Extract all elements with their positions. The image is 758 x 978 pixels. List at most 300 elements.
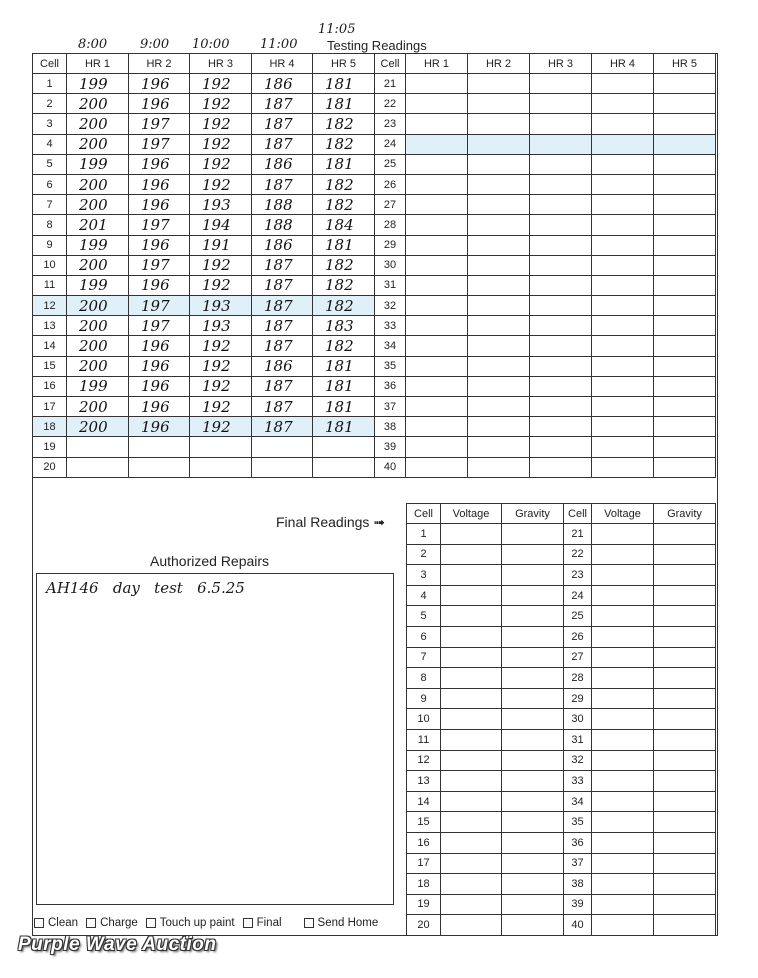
reading-cell[interactable] (592, 235, 654, 255)
reading-cell[interactable] (406, 316, 468, 336)
final-value-cell[interactable] (441, 729, 502, 750)
reading-cell[interactable] (406, 174, 468, 194)
reading-cell[interactable] (592, 316, 654, 336)
final-value-cell[interactable] (654, 709, 716, 730)
reading-cell[interactable]: 187 (252, 397, 313, 417)
reading-cell[interactable] (406, 437, 468, 457)
final-value-cell[interactable] (502, 524, 564, 545)
reading-cell[interactable] (530, 255, 592, 275)
reading-cell[interactable] (654, 255, 716, 275)
reading-cell[interactable]: 192 (190, 174, 252, 194)
reading-cell[interactable] (592, 94, 654, 114)
reading-cell[interactable]: 196 (129, 376, 190, 396)
reading-cell[interactable] (654, 134, 716, 154)
reading-cell[interactable] (654, 114, 716, 134)
reading-cell[interactable] (252, 457, 313, 477)
reading-cell[interactable] (654, 275, 716, 295)
reading-cell[interactable] (530, 174, 592, 194)
final-value-cell[interactable] (654, 771, 716, 792)
reading-cell[interactable]: 196 (129, 195, 190, 215)
reading-cell[interactable]: 182 (313, 336, 375, 356)
reading-cell[interactable] (67, 457, 129, 477)
reading-cell[interactable]: 181 (313, 376, 375, 396)
reading-cell[interactable]: 193 (190, 195, 252, 215)
reading-cell[interactable]: 181 (313, 356, 375, 376)
final-value-cell[interactable] (441, 853, 502, 874)
reading-cell[interactable]: 181 (313, 235, 375, 255)
reading-cell[interactable] (530, 397, 592, 417)
reading-cell[interactable]: 186 (252, 235, 313, 255)
final-value-cell[interactable] (592, 647, 654, 668)
reading-cell[interactable] (313, 457, 375, 477)
final-value-cell[interactable] (592, 729, 654, 750)
reading-cell[interactable] (406, 94, 468, 114)
reading-cell[interactable]: 196 (129, 154, 190, 174)
reading-cell[interactable] (654, 336, 716, 356)
final-value-cell[interactable] (502, 668, 564, 689)
reading-cell[interactable]: 196 (129, 174, 190, 194)
reading-cell[interactable]: 194 (190, 215, 252, 235)
reading-cell[interactable] (468, 437, 530, 457)
final-value-cell[interactable] (592, 544, 654, 565)
reading-cell[interactable] (654, 215, 716, 235)
reading-cell[interactable] (592, 356, 654, 376)
final-value-cell[interactable] (592, 750, 654, 771)
checkbox-square-icon[interactable] (86, 918, 96, 928)
reading-cell[interactable] (592, 376, 654, 396)
reading-cell[interactable] (406, 296, 468, 316)
reading-cell[interactable] (468, 174, 530, 194)
reading-cell[interactable] (468, 195, 530, 215)
reading-cell[interactable] (468, 154, 530, 174)
final-value-cell[interactable] (654, 544, 716, 565)
reading-cell[interactable] (406, 275, 468, 295)
reading-cell[interactable] (406, 255, 468, 275)
final-value-cell[interactable] (592, 524, 654, 545)
reading-cell[interactable]: 187 (252, 114, 313, 134)
final-value-cell[interactable] (502, 647, 564, 668)
final-value-cell[interactable] (592, 832, 654, 853)
final-value-cell[interactable] (441, 894, 502, 915)
reading-cell[interactable] (468, 275, 530, 295)
reading-cell[interactable]: 182 (313, 255, 375, 275)
reading-cell[interactable]: 187 (252, 316, 313, 336)
reading-cell[interactable]: 197 (129, 296, 190, 316)
final-value-cell[interactable] (502, 544, 564, 565)
reading-cell[interactable]: 192 (190, 94, 252, 114)
reading-cell[interactable] (468, 397, 530, 417)
reading-cell[interactable] (406, 376, 468, 396)
reading-cell[interactable]: 200 (67, 255, 129, 275)
reading-cell[interactable] (67, 437, 129, 457)
reading-cell[interactable]: 186 (252, 356, 313, 376)
reading-cell[interactable]: 187 (252, 376, 313, 396)
reading-cell[interactable] (530, 134, 592, 154)
checkbox-send-home[interactable] (304, 917, 379, 929)
reading-cell[interactable] (129, 437, 190, 457)
reading-cell[interactable]: 196 (129, 356, 190, 376)
reading-cell[interactable]: 192 (190, 74, 252, 94)
reading-cell[interactable] (530, 114, 592, 134)
final-value-cell[interactable] (654, 812, 716, 833)
final-value-cell[interactable] (441, 709, 502, 730)
reading-cell[interactable]: 187 (252, 336, 313, 356)
final-value-cell[interactable] (502, 853, 564, 874)
reading-cell[interactable] (654, 174, 716, 194)
final-value-cell[interactable] (441, 585, 502, 606)
final-value-cell[interactable] (592, 894, 654, 915)
reading-cell[interactable]: 200 (67, 296, 129, 316)
reading-cell[interactable] (468, 235, 530, 255)
reading-cell[interactable]: 188 (252, 195, 313, 215)
reading-cell[interactable]: 186 (252, 154, 313, 174)
reading-cell[interactable] (406, 114, 468, 134)
reading-cell[interactable]: 200 (67, 397, 129, 417)
final-value-cell[interactable] (654, 524, 716, 545)
reading-cell[interactable] (530, 74, 592, 94)
reading-cell[interactable] (468, 417, 530, 437)
reading-cell[interactable] (468, 255, 530, 275)
reading-cell[interactable]: 196 (129, 235, 190, 255)
reading-cell[interactable]: 181 (313, 417, 375, 437)
final-value-cell[interactable] (654, 688, 716, 709)
reading-cell[interactable]: 182 (313, 174, 375, 194)
reading-cell[interactable] (468, 134, 530, 154)
reading-cell[interactable] (592, 437, 654, 457)
reading-cell[interactable] (530, 215, 592, 235)
final-cell-number: 36 (564, 832, 592, 853)
reading-cell[interactable] (592, 195, 654, 215)
reading-cell[interactable] (530, 195, 592, 215)
final-value-cell[interactable] (502, 915, 564, 936)
checkbox-final[interactable] (243, 917, 282, 929)
reading-cell[interactable] (406, 74, 468, 94)
final-value-cell[interactable] (441, 812, 502, 833)
final-value-cell[interactable] (654, 915, 716, 936)
final-value-cell[interactable] (654, 729, 716, 750)
reading-cell[interactable]: 192 (190, 356, 252, 376)
checkbox-touch-up-paint[interactable] (146, 917, 235, 929)
reading-cell[interactable]: 181 (313, 154, 375, 174)
reading-cell[interactable]: 199 (67, 376, 129, 396)
reading-cell[interactable] (530, 417, 592, 437)
reading-cell[interactable] (468, 215, 530, 235)
reading-cell[interactable] (406, 397, 468, 417)
reading-cell[interactable]: 196 (129, 74, 190, 94)
reading-cell[interactable] (406, 215, 468, 235)
reading-cell[interactable] (406, 235, 468, 255)
reading-cell[interactable] (592, 174, 654, 194)
reading-cell[interactable] (468, 376, 530, 396)
final-value-cell[interactable] (441, 626, 502, 647)
final-value-cell[interactable] (441, 750, 502, 771)
final-value-cell[interactable] (502, 750, 564, 771)
final-value-cell[interactable] (592, 668, 654, 689)
reading-cell[interactable]: 197 (129, 316, 190, 336)
reading-cell[interactable]: 192 (190, 397, 252, 417)
reading-cell[interactable] (530, 235, 592, 255)
reading-cell[interactable] (592, 397, 654, 417)
reading-cell[interactable] (406, 134, 468, 154)
final-value-cell[interactable] (654, 606, 716, 627)
reading-cell[interactable]: 197 (129, 114, 190, 134)
final-value-cell[interactable] (441, 565, 502, 586)
final-value-cell[interactable] (592, 585, 654, 606)
final-value-cell[interactable] (592, 853, 654, 874)
reading-cell[interactable]: 196 (129, 397, 190, 417)
reading-cell[interactable]: 187 (252, 255, 313, 275)
reading-cell[interactable] (654, 356, 716, 376)
reading-cell[interactable] (592, 134, 654, 154)
reading-cell[interactable] (654, 417, 716, 437)
testing-col-header: HR 5 (313, 54, 375, 74)
reading-cell[interactable] (654, 457, 716, 477)
reading-cell[interactable]: 200 (67, 417, 129, 437)
reading-cell[interactable]: 197 (129, 255, 190, 275)
final-value-cell[interactable] (592, 812, 654, 833)
final-value-cell[interactable] (502, 771, 564, 792)
reading-cell[interactable] (592, 457, 654, 477)
final-row (407, 647, 716, 668)
reading-cell[interactable] (530, 376, 592, 396)
final-value-cell[interactable] (592, 791, 654, 812)
reading-cell[interactable]: 181 (313, 74, 375, 94)
reading-cell[interactable]: 199 (67, 74, 129, 94)
final-value-cell[interactable] (654, 668, 716, 689)
reading-cell[interactable] (592, 275, 654, 295)
final-value-cell[interactable] (654, 853, 716, 874)
final-row (407, 565, 716, 586)
reading-cell[interactable] (654, 154, 716, 174)
reading-cell[interactable]: 192 (190, 134, 252, 154)
reading-cell[interactable]: 201 (67, 215, 129, 235)
reading-cell[interactable] (654, 195, 716, 215)
reading-cell[interactable]: 182 (313, 275, 375, 295)
reading-cell[interactable] (406, 356, 468, 376)
final-value-cell[interactable] (654, 750, 716, 771)
final-value-cell[interactable] (592, 709, 654, 730)
final-value-cell[interactable] (654, 874, 716, 895)
reading-cell[interactable]: 183 (313, 316, 375, 336)
reading-cell[interactable]: 192 (190, 154, 252, 174)
reading-cell[interactable] (190, 457, 252, 477)
reading-cell[interactable] (592, 114, 654, 134)
reading-cell[interactable] (468, 316, 530, 336)
final-value-cell[interactable] (592, 688, 654, 709)
reading-cell[interactable] (592, 296, 654, 316)
final-value-cell[interactable] (654, 585, 716, 606)
reading-cell[interactable]: 184 (313, 215, 375, 235)
final-value-cell[interactable] (654, 791, 716, 812)
final-value-cell[interactable] (502, 874, 564, 895)
final-value-cell[interactable] (592, 874, 654, 895)
reading-cell[interactable] (468, 74, 530, 94)
reading-cell[interactable]: 187 (252, 296, 313, 316)
reading-cell[interactable] (654, 74, 716, 94)
final-value-cell[interactable] (502, 606, 564, 627)
reading-cell[interactable]: 192 (190, 417, 252, 437)
final-value-cell[interactable] (654, 894, 716, 915)
reading-cell[interactable] (252, 437, 313, 457)
reading-cell[interactable] (592, 255, 654, 275)
final-value-cell[interactable] (592, 626, 654, 647)
final-value-cell[interactable] (592, 565, 654, 586)
checkbox-clean[interactable] (34, 917, 78, 929)
reading-cell[interactable] (592, 336, 654, 356)
reading-cell[interactable] (468, 114, 530, 134)
reading-cell[interactable]: 181 (313, 94, 375, 114)
testing-col-header: HR 4 (252, 54, 313, 74)
reading-cell[interactable] (190, 437, 252, 457)
final-value-cell[interactable] (592, 771, 654, 792)
reading-cell[interactable]: 200 (67, 114, 129, 134)
reading-cell[interactable] (530, 316, 592, 336)
reading-cell[interactable]: 199 (67, 154, 129, 174)
reading-cell[interactable]: 197 (129, 215, 190, 235)
final-value-cell[interactable] (441, 524, 502, 545)
reading-cell[interactable] (654, 437, 716, 457)
reading-cell[interactable] (468, 296, 530, 316)
reading-cell[interactable] (468, 336, 530, 356)
reading-cell[interactable]: 187 (252, 134, 313, 154)
reading-cell[interactable] (530, 437, 592, 457)
reading-cell[interactable]: 191 (190, 235, 252, 255)
reading-cell[interactable]: 192 (190, 255, 252, 275)
reading-cell[interactable] (654, 296, 716, 316)
reading-cell[interactable] (654, 316, 716, 336)
reading-cell[interactable] (654, 376, 716, 396)
reading-cell[interactable] (530, 154, 592, 174)
reading-cell[interactable]: 200 (67, 316, 129, 336)
cell-number: 13 (33, 316, 67, 336)
final-value-cell[interactable] (441, 771, 502, 792)
reading-cell[interactable] (468, 356, 530, 376)
final-cell-number: 12 (407, 750, 441, 771)
reading-cell[interactable]: 187 (252, 174, 313, 194)
reading-cell[interactable]: 187 (252, 417, 313, 437)
reading-cell[interactable] (406, 417, 468, 437)
final-value-cell[interactable] (654, 565, 716, 586)
reading-cell[interactable]: 188 (252, 215, 313, 235)
reading-cell[interactable]: 196 (129, 417, 190, 437)
reading-cell[interactable] (654, 94, 716, 114)
reading-cell[interactable] (129, 457, 190, 477)
reading-cell[interactable] (530, 356, 592, 376)
reading-cell[interactable]: 200 (67, 174, 129, 194)
final-value-cell[interactable] (441, 668, 502, 689)
reading-cell[interactable] (468, 94, 530, 114)
reading-cell[interactable] (468, 457, 530, 477)
final-value-cell[interactable] (654, 626, 716, 647)
reading-cell[interactable] (406, 336, 468, 356)
final-value-cell[interactable] (502, 585, 564, 606)
final-cell-number: 30 (564, 709, 592, 730)
final-value-cell[interactable] (441, 688, 502, 709)
final-value-cell[interactable] (441, 915, 502, 936)
repairs-notes-box[interactable] (36, 573, 394, 905)
final-value-cell[interactable] (502, 626, 564, 647)
reading-cell[interactable] (406, 154, 468, 174)
reading-cell[interactable] (592, 417, 654, 437)
final-value-cell[interactable] (502, 688, 564, 709)
final-value-cell[interactable] (441, 832, 502, 853)
final-value-cell[interactable] (441, 544, 502, 565)
reading-cell[interactable]: 181 (313, 397, 375, 417)
reading-cell[interactable]: 193 (190, 296, 252, 316)
final-value-cell[interactable] (592, 915, 654, 936)
reading-cell[interactable] (592, 74, 654, 94)
reading-cell[interactable]: 182 (313, 134, 375, 154)
reading-cell[interactable]: 182 (313, 195, 375, 215)
final-value-cell[interactable] (502, 894, 564, 915)
reading-cell[interactable]: 182 (313, 296, 375, 316)
reading-cell[interactable]: 192 (190, 376, 252, 396)
reading-cell[interactable] (530, 336, 592, 356)
reading-cell[interactable] (592, 215, 654, 235)
reading-cell[interactable] (654, 397, 716, 417)
checkbox-square-icon[interactable] (304, 918, 314, 928)
final-value-cell[interactable] (502, 565, 564, 586)
final-value-cell[interactable] (502, 812, 564, 833)
final-value-cell[interactable] (502, 791, 564, 812)
reading-cell[interactable] (530, 94, 592, 114)
reading-cell[interactable]: 187 (252, 94, 313, 114)
reading-cell[interactable] (592, 154, 654, 174)
reading-cell[interactable]: 182 (313, 114, 375, 134)
checkbox-square-icon[interactable] (146, 918, 156, 928)
checkbox-square-icon[interactable] (34, 918, 44, 928)
final-value-cell[interactable] (441, 874, 502, 895)
final-value-cell[interactable] (654, 832, 716, 853)
reading-cell[interactable]: 193 (190, 316, 252, 336)
reading-cell[interactable]: 200 (67, 195, 129, 215)
checkbox-charge[interactable] (86, 917, 138, 929)
final-value-cell[interactable] (441, 791, 502, 812)
reading-cell[interactable] (406, 457, 468, 477)
reading-cell[interactable] (654, 235, 716, 255)
checkbox-square-icon[interactable] (243, 918, 253, 928)
final-value-cell[interactable] (502, 832, 564, 853)
reading-cell[interactable]: 199 (67, 235, 129, 255)
reading-cell[interactable] (530, 275, 592, 295)
reading-cell[interactable]: 186 (252, 74, 313, 94)
final-value-cell[interactable] (502, 729, 564, 750)
final-value-cell[interactable] (441, 606, 502, 627)
reading-cell[interactable]: 200 (67, 134, 129, 154)
reading-cell[interactable]: 187 (252, 275, 313, 295)
reading-cell[interactable]: 196 (129, 336, 190, 356)
final-value-cell[interactable] (502, 709, 564, 730)
reading-cell[interactable]: 192 (190, 336, 252, 356)
reading-cell[interactable]: 196 (129, 94, 190, 114)
reading-cell[interactable]: 192 (190, 275, 252, 295)
reading-cell[interactable] (530, 457, 592, 477)
final-value-cell[interactable] (654, 647, 716, 668)
reading-cell[interactable]: 200 (67, 356, 129, 376)
reading-cell[interactable] (406, 195, 468, 215)
reading-cell[interactable]: 200 (67, 94, 129, 114)
reading-cell[interactable]: 196 (129, 275, 190, 295)
final-value-cell[interactable] (441, 647, 502, 668)
reading-cell[interactable]: 200 (67, 336, 129, 356)
status-checkboxes (34, 917, 386, 929)
reading-cell[interactable] (313, 437, 375, 457)
final-value-cell[interactable] (592, 606, 654, 627)
reading-cell[interactable]: 197 (129, 134, 190, 154)
reading-cell[interactable]: 192 (190, 114, 252, 134)
reading-cell[interactable] (530, 296, 592, 316)
reading-cell[interactable]: 199 (67, 275, 129, 295)
